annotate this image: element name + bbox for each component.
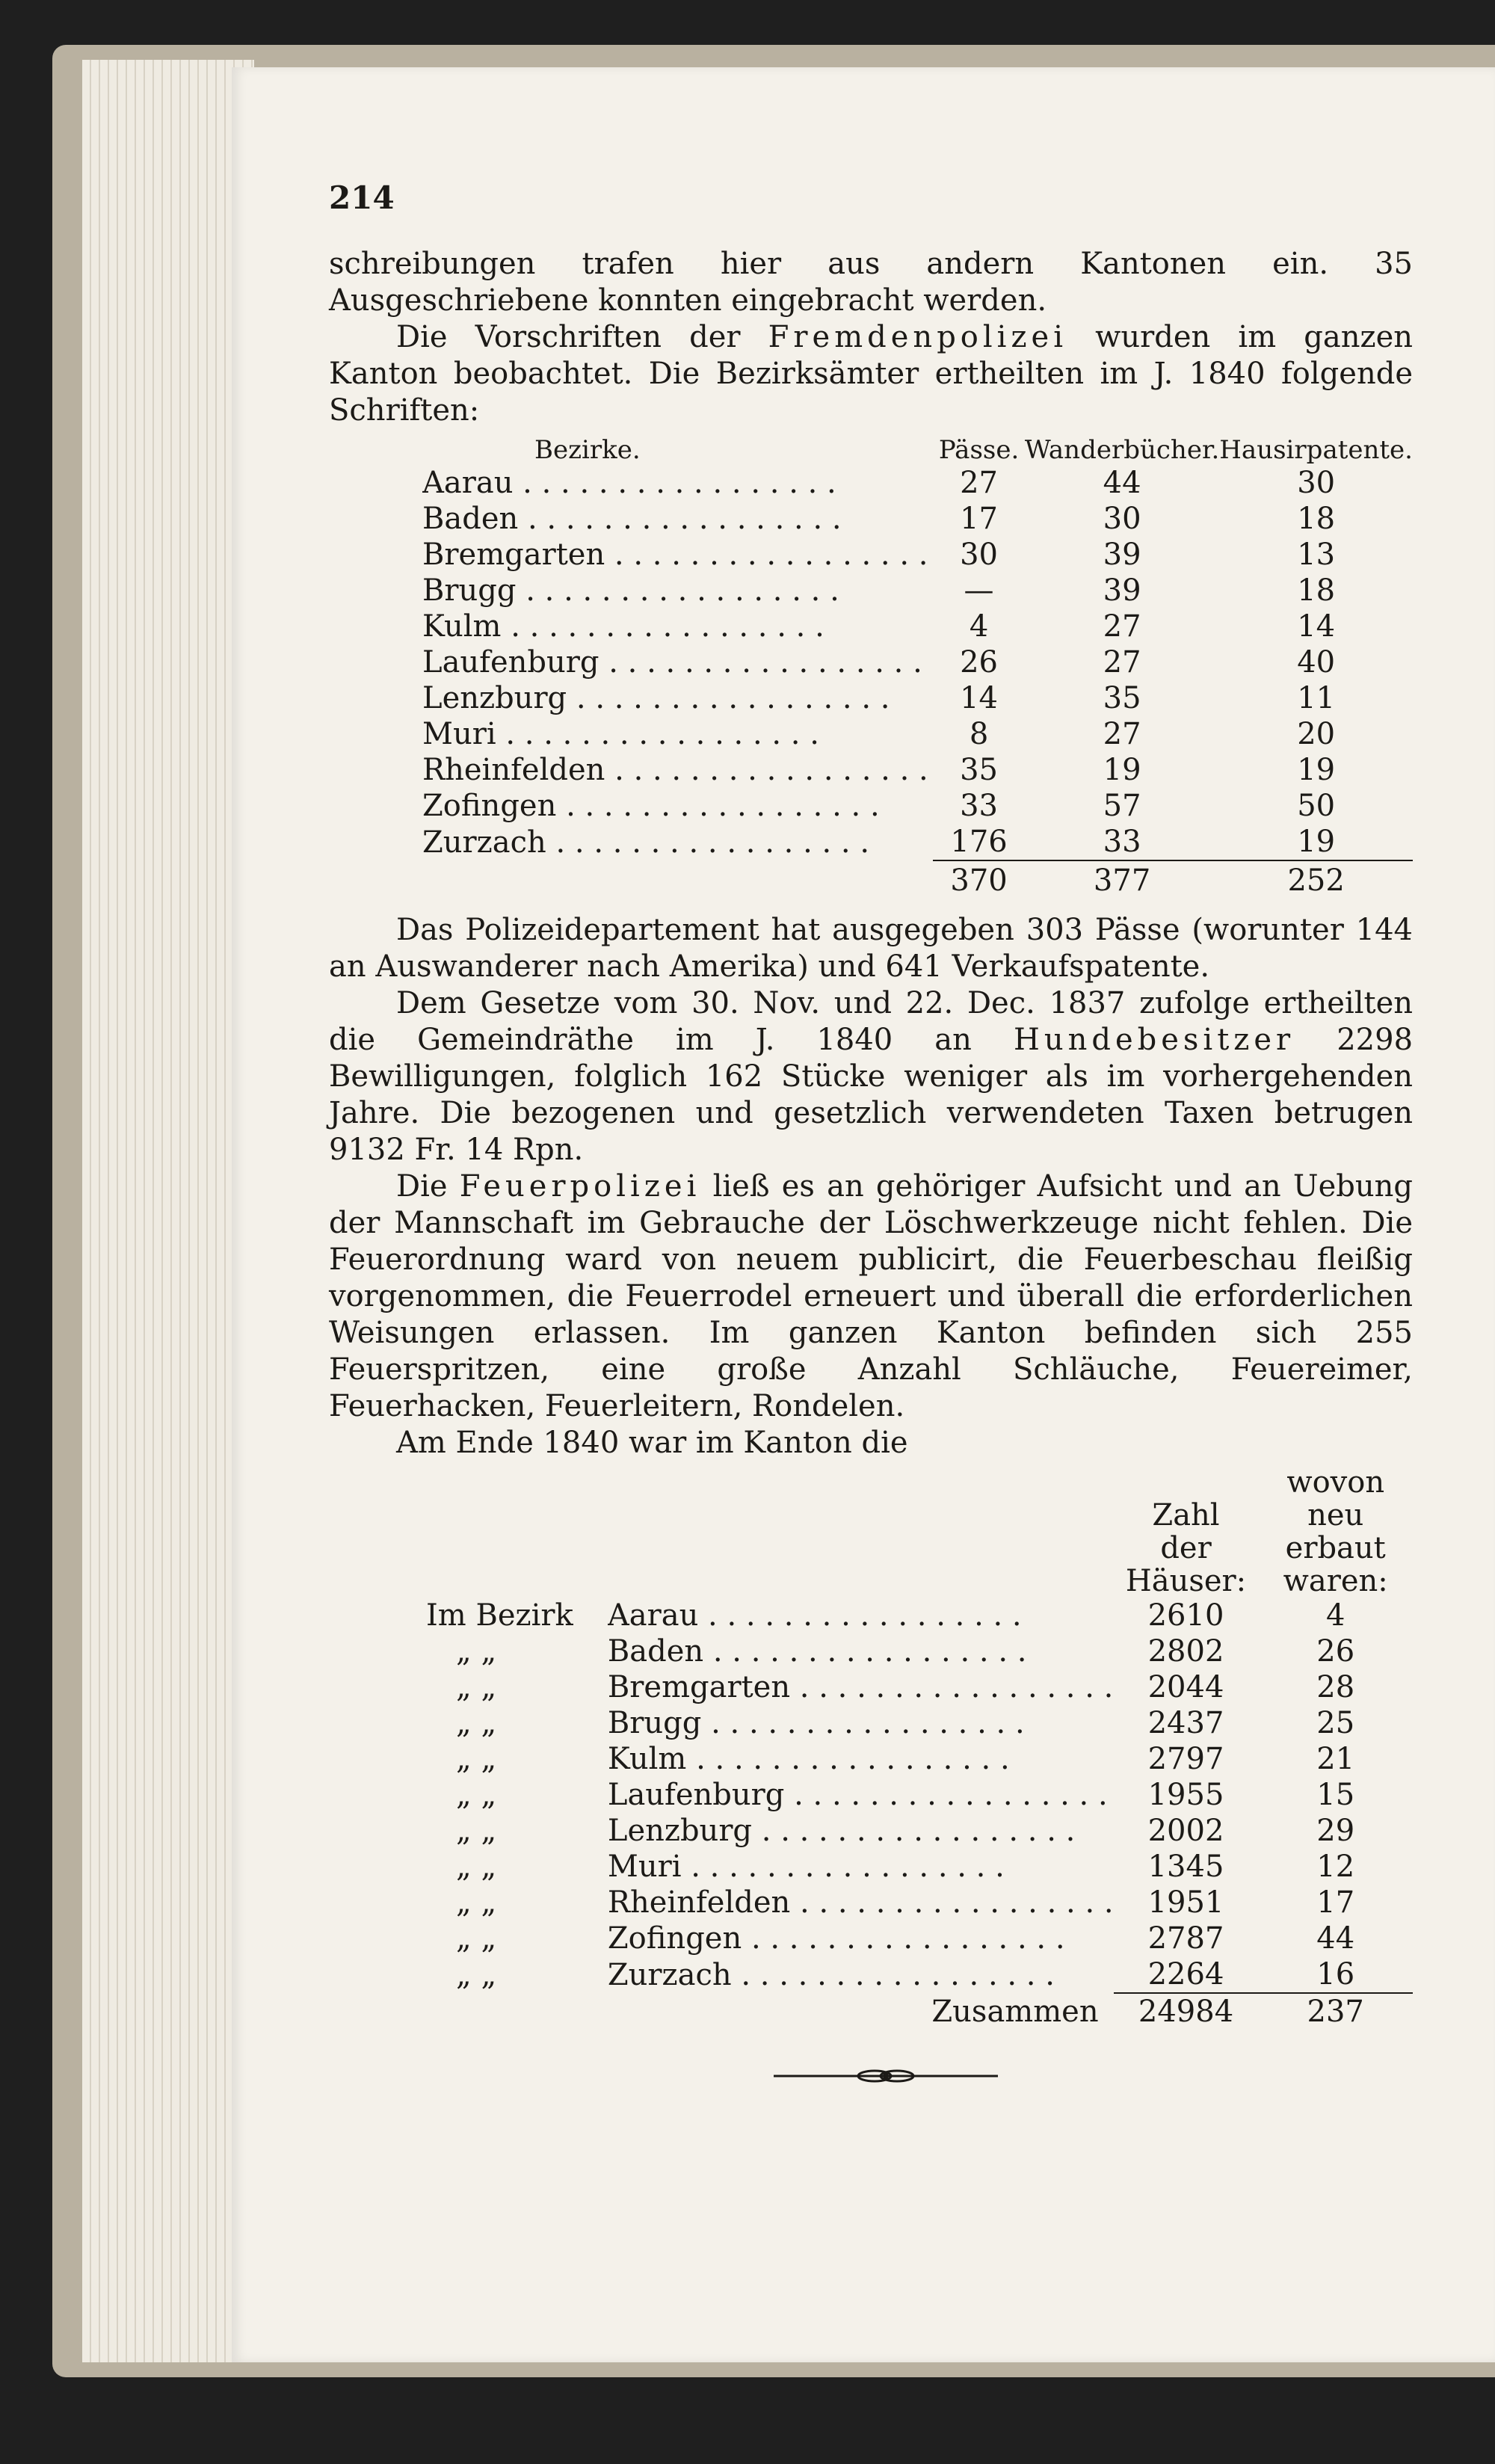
cell-wanderbuecher: 57 [1103, 789, 1141, 823]
table-total-row [426, 1993, 1413, 2030]
page-content [329, 179, 1413, 2096]
table-header-row [422, 435, 1413, 465]
cell-neu: 26 [1316, 1634, 1355, 1669]
cell-neu: 44 [1316, 1921, 1355, 1956]
cell-prefix: Im Bezirk [426, 1598, 573, 1633]
bezirk-name: Muri [607, 1849, 682, 1884]
cell-zahl: 2610 [1147, 1598, 1224, 1633]
cell-ditto: „ „ [456, 1921, 497, 1956]
bezirk-name: Rheinfelden [607, 1885, 791, 1920]
cell-wanderbuecher: 39 [1103, 573, 1141, 608]
paragraph-5-rest: ließ es an gehöriger Aufsicht und an Uebung der Mannschaft im Gebrauche der Löschwerkzeuge nicht fehlen. Die Feuerordnung ward von neuem publicirt, die Feuerbeschau fleißig vorgenommen, die Feuerrodel erneuert und überall die erforderlichen Weisungen erlassen. Im ganzen Kanton befinden sich 255 Feuerspritzen, eine große Anzahl Schläuche, Feuereimer, Feuerhacken, Feuerleitern, Rondelen. [329, 1169, 1414, 1423]
cell-hausirpatente: 13 [1297, 538, 1336, 572]
header-neu-line1: wovon neu erbaut [1285, 1465, 1386, 1565]
cell-neu: 28 [1316, 1670, 1355, 1704]
header-hausirpatente: Hausirpatente. [1219, 435, 1413, 465]
cell-zahl: 2044 [1147, 1670, 1224, 1704]
cell-bezirk [422, 573, 933, 609]
paragraph-5 [329, 1168, 1413, 1425]
cell-ditto: „ „ [456, 1958, 497, 1992]
header-zahl-line1: Zahl [1152, 1498, 1220, 1533]
cell-hausirpatente: 30 [1297, 466, 1336, 500]
cell-bezirk [422, 680, 933, 716]
table-row [422, 788, 1413, 824]
cell-ditto: „ „ [456, 1670, 497, 1704]
cell-wanderbuecher: 30 [1103, 502, 1141, 536]
cell-bezirk [422, 644, 933, 680]
table-row [426, 1705, 1413, 1741]
table-row [422, 752, 1413, 788]
table-row [422, 680, 1413, 716]
page-number: 214 [329, 179, 395, 216]
cell-paesse: 4 [969, 609, 989, 644]
cell-zahl: 2797 [1147, 1742, 1224, 1776]
end-ornament [359, 2060, 1413, 2096]
cell-hausirpatente: 14 [1297, 609, 1336, 644]
cell-neu: 21 [1316, 1742, 1355, 1776]
cell-bezirk [608, 1956, 1114, 1993]
cell-wanderbuecher: 35 [1103, 681, 1141, 715]
cell-bezirk [422, 824, 933, 860]
cell-paesse: 27 [960, 466, 998, 500]
cell-bezirk [608, 1921, 1114, 1956]
table-row [426, 1777, 1413, 1813]
cell-hausirpatente: 50 [1297, 789, 1336, 823]
cell-zahl: 1955 [1147, 1778, 1224, 1812]
cell-bezirk [422, 465, 933, 501]
page-stack-edge [82, 60, 254, 2362]
paragraph-4-lead: Dem Gesetze vom 30. Nov. und 22. Dec. 1837 zufolge ertheilten die Gemeindräthe im J. 1840 an [329, 986, 1413, 1057]
cell-neu: 12 [1316, 1849, 1355, 1884]
cell-bezirk [608, 1669, 1114, 1705]
table-bezirk-schriften [422, 435, 1413, 899]
paragraph-5-lead: Die [396, 1169, 448, 1204]
total-hausirpatente: 252 [1219, 860, 1413, 899]
cell-wanderbuecher: 39 [1103, 538, 1141, 572]
cell-zahl: 2437 [1147, 1706, 1224, 1740]
cell-bezirk [608, 1705, 1114, 1741]
paragraph-4-term: Hundebesitzer [1013, 1023, 1295, 1057]
table-row [426, 1741, 1413, 1777]
paragraph-3: Das Polizeidepartement hat ausgegeben 303 Pässe (worunter 144 an Auswanderer nach Amerika) und 641 Verkaufspatente. [329, 913, 1413, 984]
cell-wanderbuecher: 19 [1103, 753, 1141, 787]
cell-wanderbuecher: 27 [1103, 645, 1141, 680]
cell-bezirk [422, 537, 933, 573]
cell-paesse: 176 [950, 825, 1008, 859]
cell-zahl: 2787 [1147, 1921, 1224, 1956]
cell-bezirk [422, 716, 933, 752]
cell-bezirk [422, 609, 933, 644]
ornament-flourish-icon [774, 2065, 998, 2087]
cell-zahl: 2002 [1147, 1814, 1224, 1848]
cell-zahl: 1951 [1147, 1885, 1224, 1920]
cell-ditto: „ „ [456, 1778, 497, 1812]
table-row [426, 1813, 1413, 1849]
bezirk-name: Muri [422, 717, 496, 751]
table-row [422, 609, 1413, 644]
table-row [422, 716, 1413, 752]
cell-zahl: 1345 [1147, 1849, 1224, 1884]
table-row [422, 501, 1413, 537]
cell-hausirpatente: 11 [1297, 681, 1336, 715]
cell-ditto: „ „ [456, 1849, 497, 1884]
bezirk-name: Bremgarten [422, 538, 605, 572]
cell-bezirk [608, 1633, 1114, 1669]
cell-neu: 29 [1316, 1814, 1355, 1848]
cell-wanderbuecher: 27 [1103, 609, 1141, 644]
cell-bezirk [608, 1885, 1114, 1921]
total-neu: 237 [1258, 1993, 1413, 2030]
cell-zahl: 2264 [1147, 1957, 1224, 1992]
paragraph-1: schreibungen trafen hier aus andern Kantonen ein. 35 Ausgeschriebene konnten eingebracht werden. [329, 247, 1413, 318]
cell-bezirk [422, 788, 933, 824]
cell-ditto: „ „ [456, 1742, 497, 1776]
table-row [426, 1669, 1413, 1705]
cell-hausirpatente: 40 [1297, 645, 1336, 680]
cell-hausirpatente: 18 [1297, 573, 1336, 608]
cell-paesse: 17 [960, 502, 998, 536]
cell-empty [422, 860, 933, 899]
paragraph-2-rest: wurden im ganzen Kanton beobachtet. Die Bezirksämter ertheilten im J. 1840 folgende Schriften: [329, 320, 1414, 428]
bezirk-name: Lenzburg [607, 1814, 753, 1848]
cell-bezirk [608, 1777, 1114, 1813]
table-haeuser [426, 1466, 1413, 2030]
bezirk-name: Bremgarten [607, 1670, 791, 1704]
bezirk-name: Baden [422, 502, 519, 536]
cell-paesse: 14 [960, 681, 998, 715]
bezirk-name: Aarau [422, 466, 514, 500]
table-row [422, 644, 1413, 680]
cell-hausirpatente: 19 [1297, 825, 1336, 859]
bezirk-name: Brugg [607, 1706, 702, 1740]
total-paesse: 370 [933, 860, 1025, 899]
cell-neu: 25 [1316, 1706, 1355, 1740]
cell-neu: 17 [1316, 1885, 1355, 1920]
bezirk-name: Zurzach [607, 1958, 732, 1992]
cell-ditto: „ „ [456, 1814, 497, 1848]
cell-paesse: 26 [960, 645, 998, 680]
table-row [426, 1956, 1413, 1993]
header-wanderbuecher: Wanderbücher. [1024, 435, 1220, 465]
cell-bezirk [608, 1849, 1114, 1885]
cell-paesse: 8 [969, 717, 989, 751]
bezirk-name: Laufenburg [607, 1778, 785, 1812]
total-wanderbuecher: 377 [1025, 860, 1219, 899]
table-row [422, 824, 1413, 860]
paragraph-2-lead: Die Vorschriften der [396, 320, 741, 354]
bezirk-name: Zofingen [607, 1921, 742, 1956]
cell-neu: 15 [1316, 1778, 1355, 1812]
bezirk-name: Baden [607, 1634, 704, 1669]
cell-wanderbuecher: 33 [1103, 825, 1141, 859]
cell-neu: 4 [1325, 1598, 1346, 1633]
header-neu-line2: waren: [1283, 1564, 1388, 1598]
table-row [422, 465, 1413, 501]
cell-ditto: „ „ [456, 1885, 497, 1920]
cell-hausirpatente: 18 [1297, 502, 1336, 536]
cell-bezirk [608, 1598, 1114, 1633]
cell-ditto: „ „ [456, 1706, 497, 1740]
table-row [426, 1849, 1413, 1885]
bezirk-name: Zurzach [422, 825, 546, 860]
cell-neu: 16 [1316, 1957, 1355, 1992]
table-header-row [426, 1466, 1413, 1598]
table-row [422, 537, 1413, 573]
cell-ditto: „ „ [456, 1634, 497, 1669]
bezirk-name: Lenzburg [422, 681, 567, 715]
table-row [422, 573, 1413, 609]
cell-paesse: 33 [960, 789, 998, 823]
paragraph-2-term: Fremdenpolizei [768, 320, 1067, 354]
total-label: Zusammen [931, 1995, 1099, 2029]
cell-paesse: 35 [960, 753, 998, 787]
header-bezirke: Bezirke. [534, 435, 641, 465]
bezirk-name: Rheinfelden [422, 753, 605, 787]
bezirk-name: Brugg [422, 573, 517, 608]
cell-paesse: 30 [960, 538, 998, 572]
bezirk-name: Laufenburg [422, 645, 599, 680]
bezirk-name: Zofingen [422, 789, 557, 823]
paragraph-4-rest: 2298 Bewilligungen, folglich 162 Stücke weniger als im vorhergehenden Jahre. Die bezogenen und gesetzlich verwendeten Taxen betrugen 9132 Fr. 14 Rpn. [329, 1023, 1414, 1167]
table-total-row [422, 860, 1413, 899]
cell-bezirk [608, 1741, 1114, 1777]
cell-bezirk [608, 1813, 1114, 1849]
table-row [426, 1633, 1413, 1669]
paragraph-5-term: Feuerpolizei [459, 1169, 701, 1204]
bezirk-name: Kulm [607, 1742, 687, 1776]
bezirk-name: Kulm [422, 609, 502, 644]
total-zahl: 24984 [1114, 1993, 1259, 2030]
table-row [426, 1885, 1413, 1921]
cell-hausirpatente: 19 [1297, 753, 1336, 787]
cell-hausirpatente: 20 [1297, 717, 1336, 751]
paragraph-2 [329, 319, 1413, 429]
paragraph-6: Am Ende 1840 war im Kanton die [396, 1426, 908, 1460]
cell-zahl: 2802 [1147, 1634, 1224, 1669]
table-row [426, 1921, 1413, 1956]
table-row [426, 1598, 1413, 1633]
cell-paesse: — [964, 573, 994, 608]
header-zahl-line2: der Häuser: [1125, 1531, 1247, 1598]
header-paesse: Pässe. [938, 435, 1020, 465]
cell-wanderbuecher: 27 [1103, 717, 1141, 751]
cell-bezirk [422, 501, 933, 537]
cell-wanderbuecher: 44 [1103, 466, 1141, 500]
bezirk-name: Aarau [607, 1598, 699, 1633]
cell-bezirk [422, 752, 933, 788]
paragraph-4 [329, 985, 1413, 1168]
